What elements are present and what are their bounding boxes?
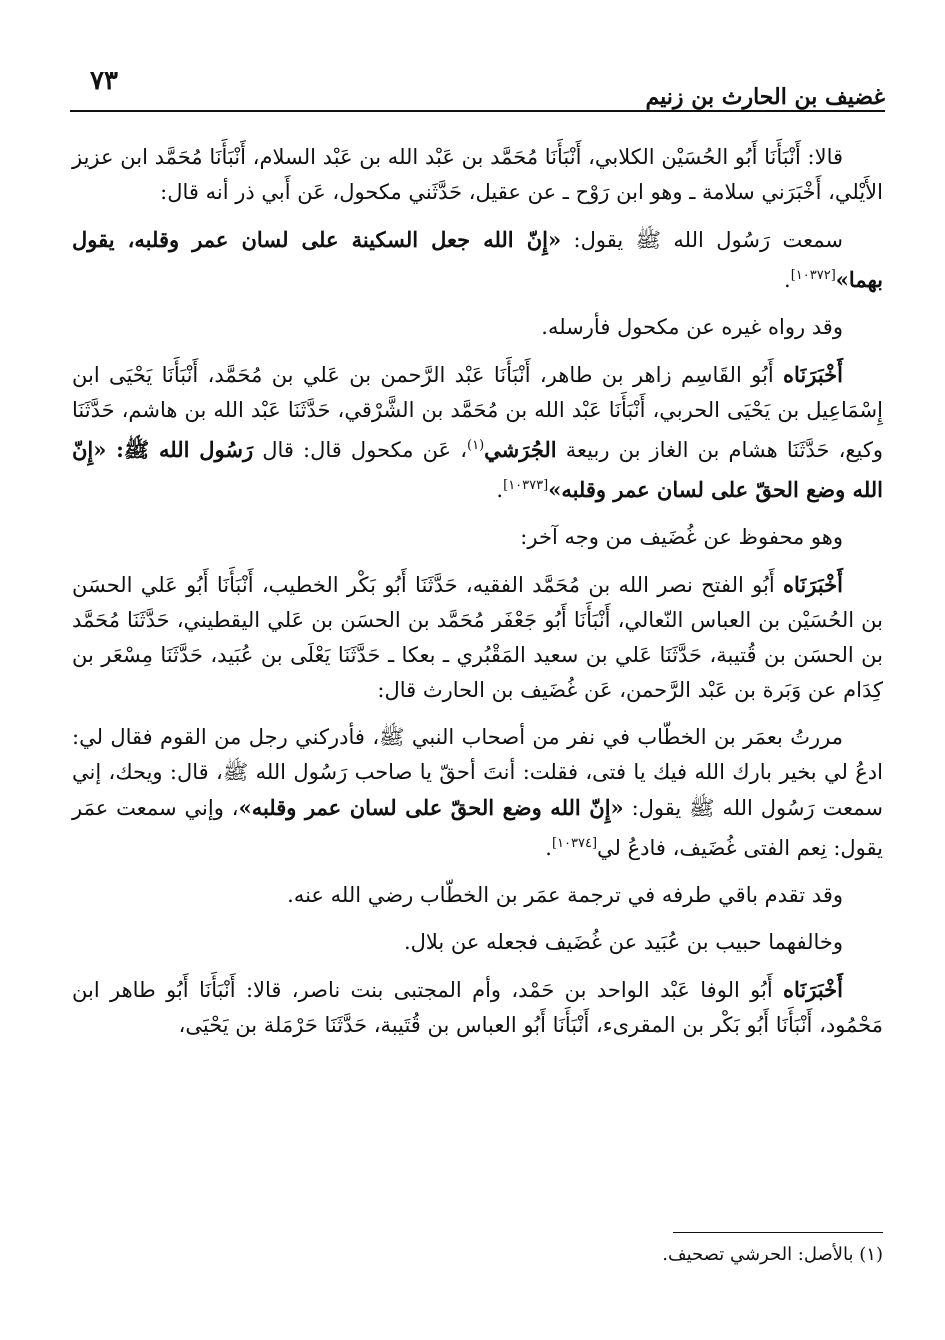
paragraph-2	[72, 222, 883, 298]
paragraph-7	[72, 720, 883, 866]
paragraph-3	[72, 310, 883, 345]
paragraph-text: أَبُو الوفا عَبْد الواحد بن حَمْد، وأم المجتبى بنت ناصر، قالا: أَنْبَأَنَا أَبُو طاهر ابن مَحْمُود، أَنْبَأَنَا أَبُو بَكْر بن المقرىء، أَنْبَأَنَا أَبُو العباس بن قُتَيبة، حَدَّثَنَا حَرْمَلة بن يَحْيَى،	[72, 978, 883, 1037]
full-stop: .	[545, 836, 552, 860]
full-stop: .	[784, 268, 791, 292]
header-rule	[70, 110, 885, 112]
narrator-name: الجُرَشي	[484, 437, 557, 462]
paragraph-9	[72, 925, 883, 960]
paragraph-10	[72, 972, 883, 1043]
paragraph-text: ، وإني سمعت عمَر يقول: نِعم الفتى غُضَيف، فادعُ لي	[72, 796, 883, 860]
rasul-text: رَسُول الله ﷺ:	[106, 437, 254, 462]
paragraph-6	[72, 567, 883, 708]
page-header	[70, 62, 885, 110]
paragraph-8	[72, 878, 883, 913]
hadith-ref: [١٠٣٧٤]	[551, 836, 598, 851]
paragraph-1	[72, 140, 883, 210]
full-stop: .	[496, 478, 504, 502]
paragraph-text: سمعت رَسُول الله ﷺ يقول:	[561, 228, 844, 252]
paragraph-text: مررتُ بعمَر بن الخطّاب في نفر من أصحاب النبي ﷺ، فأدركني رجل من القوم فقال لي: ادعُ لي بخير بارك الله فيك يا فتى، فقلت: أنتَ أحقّ يا صاحب رَسُول الله ﷺ، قال: ويحك، إني سمعت رَسُول الله ﷺ يقول:	[72, 725, 883, 820]
paragraph-4	[72, 357, 883, 508]
paragraph-text: وقد رواه غيره عن مكحول فأرسله.	[541, 315, 843, 339]
paragraph-text: قالا: أَنْبَأَنَا أَبُو الحُسَيْن الكلابي، أَنْبَأَنَا مُحَمَّد بن عَبْد الله بن عَبْد السلام، أَنْبَأَنَا مُحَمَّد ابن عزيز الأَيْلي، أَخْبَرَني سلامة ـ وهو ابن رَوْح ـ عن عقيل، حَدَّثَني مكحول، عَن أَبي ذر أنه قال:	[72, 145, 883, 204]
page-number: ٧٣	[90, 66, 118, 96]
hadith-ref: [١٠٣٧٣]	[503, 478, 549, 493]
paragraph-5	[72, 520, 883, 555]
paragraph-text: ، عَن مكحول قال: قال	[253, 438, 467, 462]
footnote-marker: (١)	[467, 438, 485, 453]
paragraph-text: أَبُو القَاسِم زاهر بن طاهر، أَنْبَأَنَا عَبْد الرَّحمن بن عَلي بن مُحَمَّد، أَنْبَأَنَا يَحْيَى ابن إِسْمَاعِيل بن يَحْيَى الحربي، أَنْبَأَنَا عَبْد الله بن مُحَمَّد بن الشَّرْقي، حَدَّثَنَا عَبْد الله بن هاشم، حَدَّثَنَا وكيع، حَدَّثَنَا هشام بن الغاز بن ربيعة	[72, 363, 884, 462]
footnote: (١) بالأصل: الحرشي تصحيف.	[662, 1244, 883, 1265]
running-title: غضيف بن الحارث بن زنيم	[645, 84, 885, 110]
body-text	[72, 140, 883, 1055]
footnote-rule	[673, 1232, 883, 1233]
hadith-ref: [١٠٣٧٢]	[790, 268, 836, 283]
paragraph-text: وهو محفوظ عن غُضَيف من وجه آخر:	[520, 525, 843, 549]
hadith-text: «إِنّ الله وضع الحقّ على لسان عمر وقلبه»	[72, 437, 883, 502]
paragraph-text: وخالفهما حبيب بن عُبَيد عن غُضَيف فجعله عن بلال.	[403, 930, 843, 954]
hadith-text: «إِنّ الله جعل السكينة على لسان عمر وقلبه، يقول بهما»	[72, 227, 883, 292]
paragraph-text: أَبُو الفتح نصر الله بن مُحَمَّد الفقيه، حَدَّثَنَا أَبُو بَكْر الخطيب، أَنْبَأَنَا أَبُو عَلي الحسَن بن الحُسَيْن بن العباس النّعالي، أَنْبَأَنَا أَبُو جَعْفَر مُحَمَّد بن الحسَن بن عَلي اليقطيني، حَدَّثَنَا مُحَمَّد بن الحسَن بن قُتيبة، حَدَّثَنَا عَلي بن سعيد المَقْبُري ـ بعكا ـ حَدَّثَنَا يَعْلَى بن عُبَيد، حَدَّثَنَا مِسْعَر بن كِدَام عن وَبَرة بن عَبْد الرَّحمن، عَن غُضَيف بن الحارث قال:	[72, 573, 883, 702]
hadith-text: «إِنّ الله وضع الحقّ على لسان عمر وقلبه»	[238, 795, 624, 820]
isnad-lead: أَخْبَرَنَاه	[783, 362, 843, 387]
paragraph-text: وقد تقدم باقي طرفه في ترجمة عمَر بن الخطّاب رضي الله عنه.	[287, 883, 843, 907]
isnad-lead: أَخْبَرَنَاه	[783, 977, 843, 1002]
isnad-lead: أَخْبَرَنَاه	[783, 572, 843, 597]
